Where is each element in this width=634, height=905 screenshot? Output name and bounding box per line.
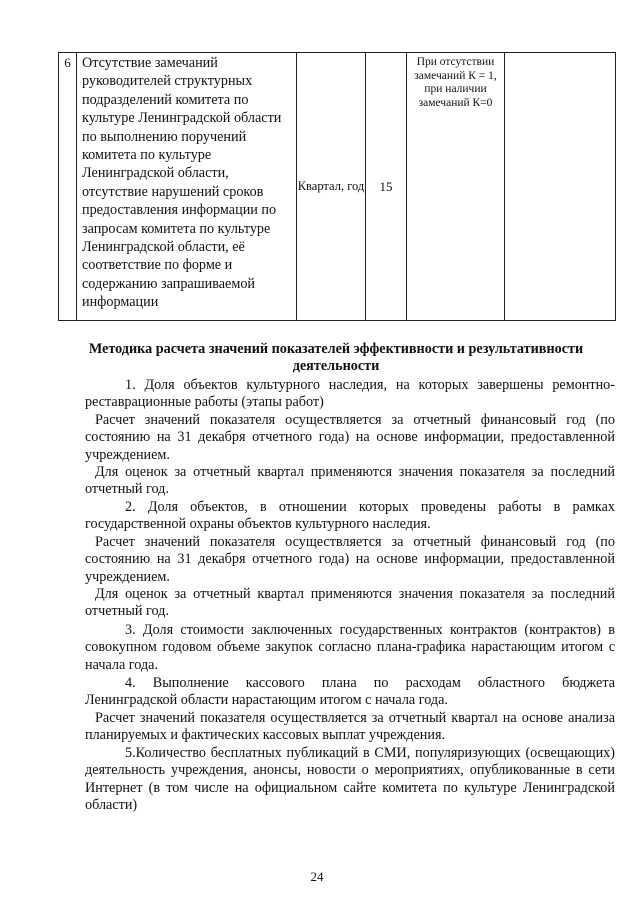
row-formula: При отсутствии замечаний К = 1, при наличии замечаний К=0 <box>407 53 505 321</box>
paragraph-4: 2. Доля объектов, в отношении которых проведены работы в рамках государственной охраны объектов культурного наследия. <box>85 499 615 533</box>
paragraph-10: 5.Количество бесплатных публикаций в СМИ, популяризующих (освещающих) деятельность учреждения, анонсы, новости о мероприятиях, опубликованные в сети Интернет (в том числе на официальном сайте комитета по культуре Ленинградской области) <box>85 745 615 813</box>
paragraph-8: 4. Выполнение кассового плана по расходам областного бюджета Ленинградской области нарастающим итогом с начала года. <box>85 675 615 709</box>
paragraph-1: 1. Доля объектов культурного наследия, на которых завершены ремонтно-реставрационные работы (этапы работ) <box>85 377 615 411</box>
row-description: Отсутствие замечаний руководителей структурных подразделений комитета по культуре Ленинградской области по выполнению поручений комитета по культуре Ленинградской области, отсутствие нарушений сроков предоставления информации по запросам комитета по культуре Ленинградской области, её соответствие по форме и содержанию запрашиваемой информации <box>77 53 297 321</box>
row-empty-cell <box>505 53 616 321</box>
row-weight: 15 <box>366 53 407 321</box>
paragraph-2: Расчет значений показателя осуществляется за отчетный финансовый год (по состоянию на 31 декабря отчетного года) на основе информации, предоставленной учреждением. <box>85 412 615 463</box>
table-row <box>59 53 616 321</box>
row-number: 6 <box>59 53 77 321</box>
row-period: Квартал, год <box>297 53 366 321</box>
methodology-heading: Методика расчета значений показателей эффективности и результативности деятельности <box>88 341 584 374</box>
paragraph-3: Для оценок за отчетный квартал применяются значения показателя за последний отчетный год. <box>85 464 615 498</box>
indicators-table <box>58 52 616 321</box>
paragraph-5: Расчет значений показателя осуществляется за отчетный финансовый год (по состоянию на 31 декабря отчетного года) на основе информации, предоставленной учреждением. <box>85 534 615 585</box>
page-number: 24 <box>310 869 324 884</box>
paragraph-7: 3. Доля стоимости заключенных государственных контрактов (контрактов) в совокупном годовом объеме закупок согласно плана-графика нарастающим итогом с начала года. <box>85 622 615 673</box>
paragraph-6: Для оценок за отчетный квартал применяются значения показателя за последний отчетный год. <box>85 586 615 620</box>
paragraph-9: Расчет значений показателя осуществляется за отчетный квартал на основе анализа планируемых и фактических кассовых выплат учреждения. <box>85 710 615 744</box>
